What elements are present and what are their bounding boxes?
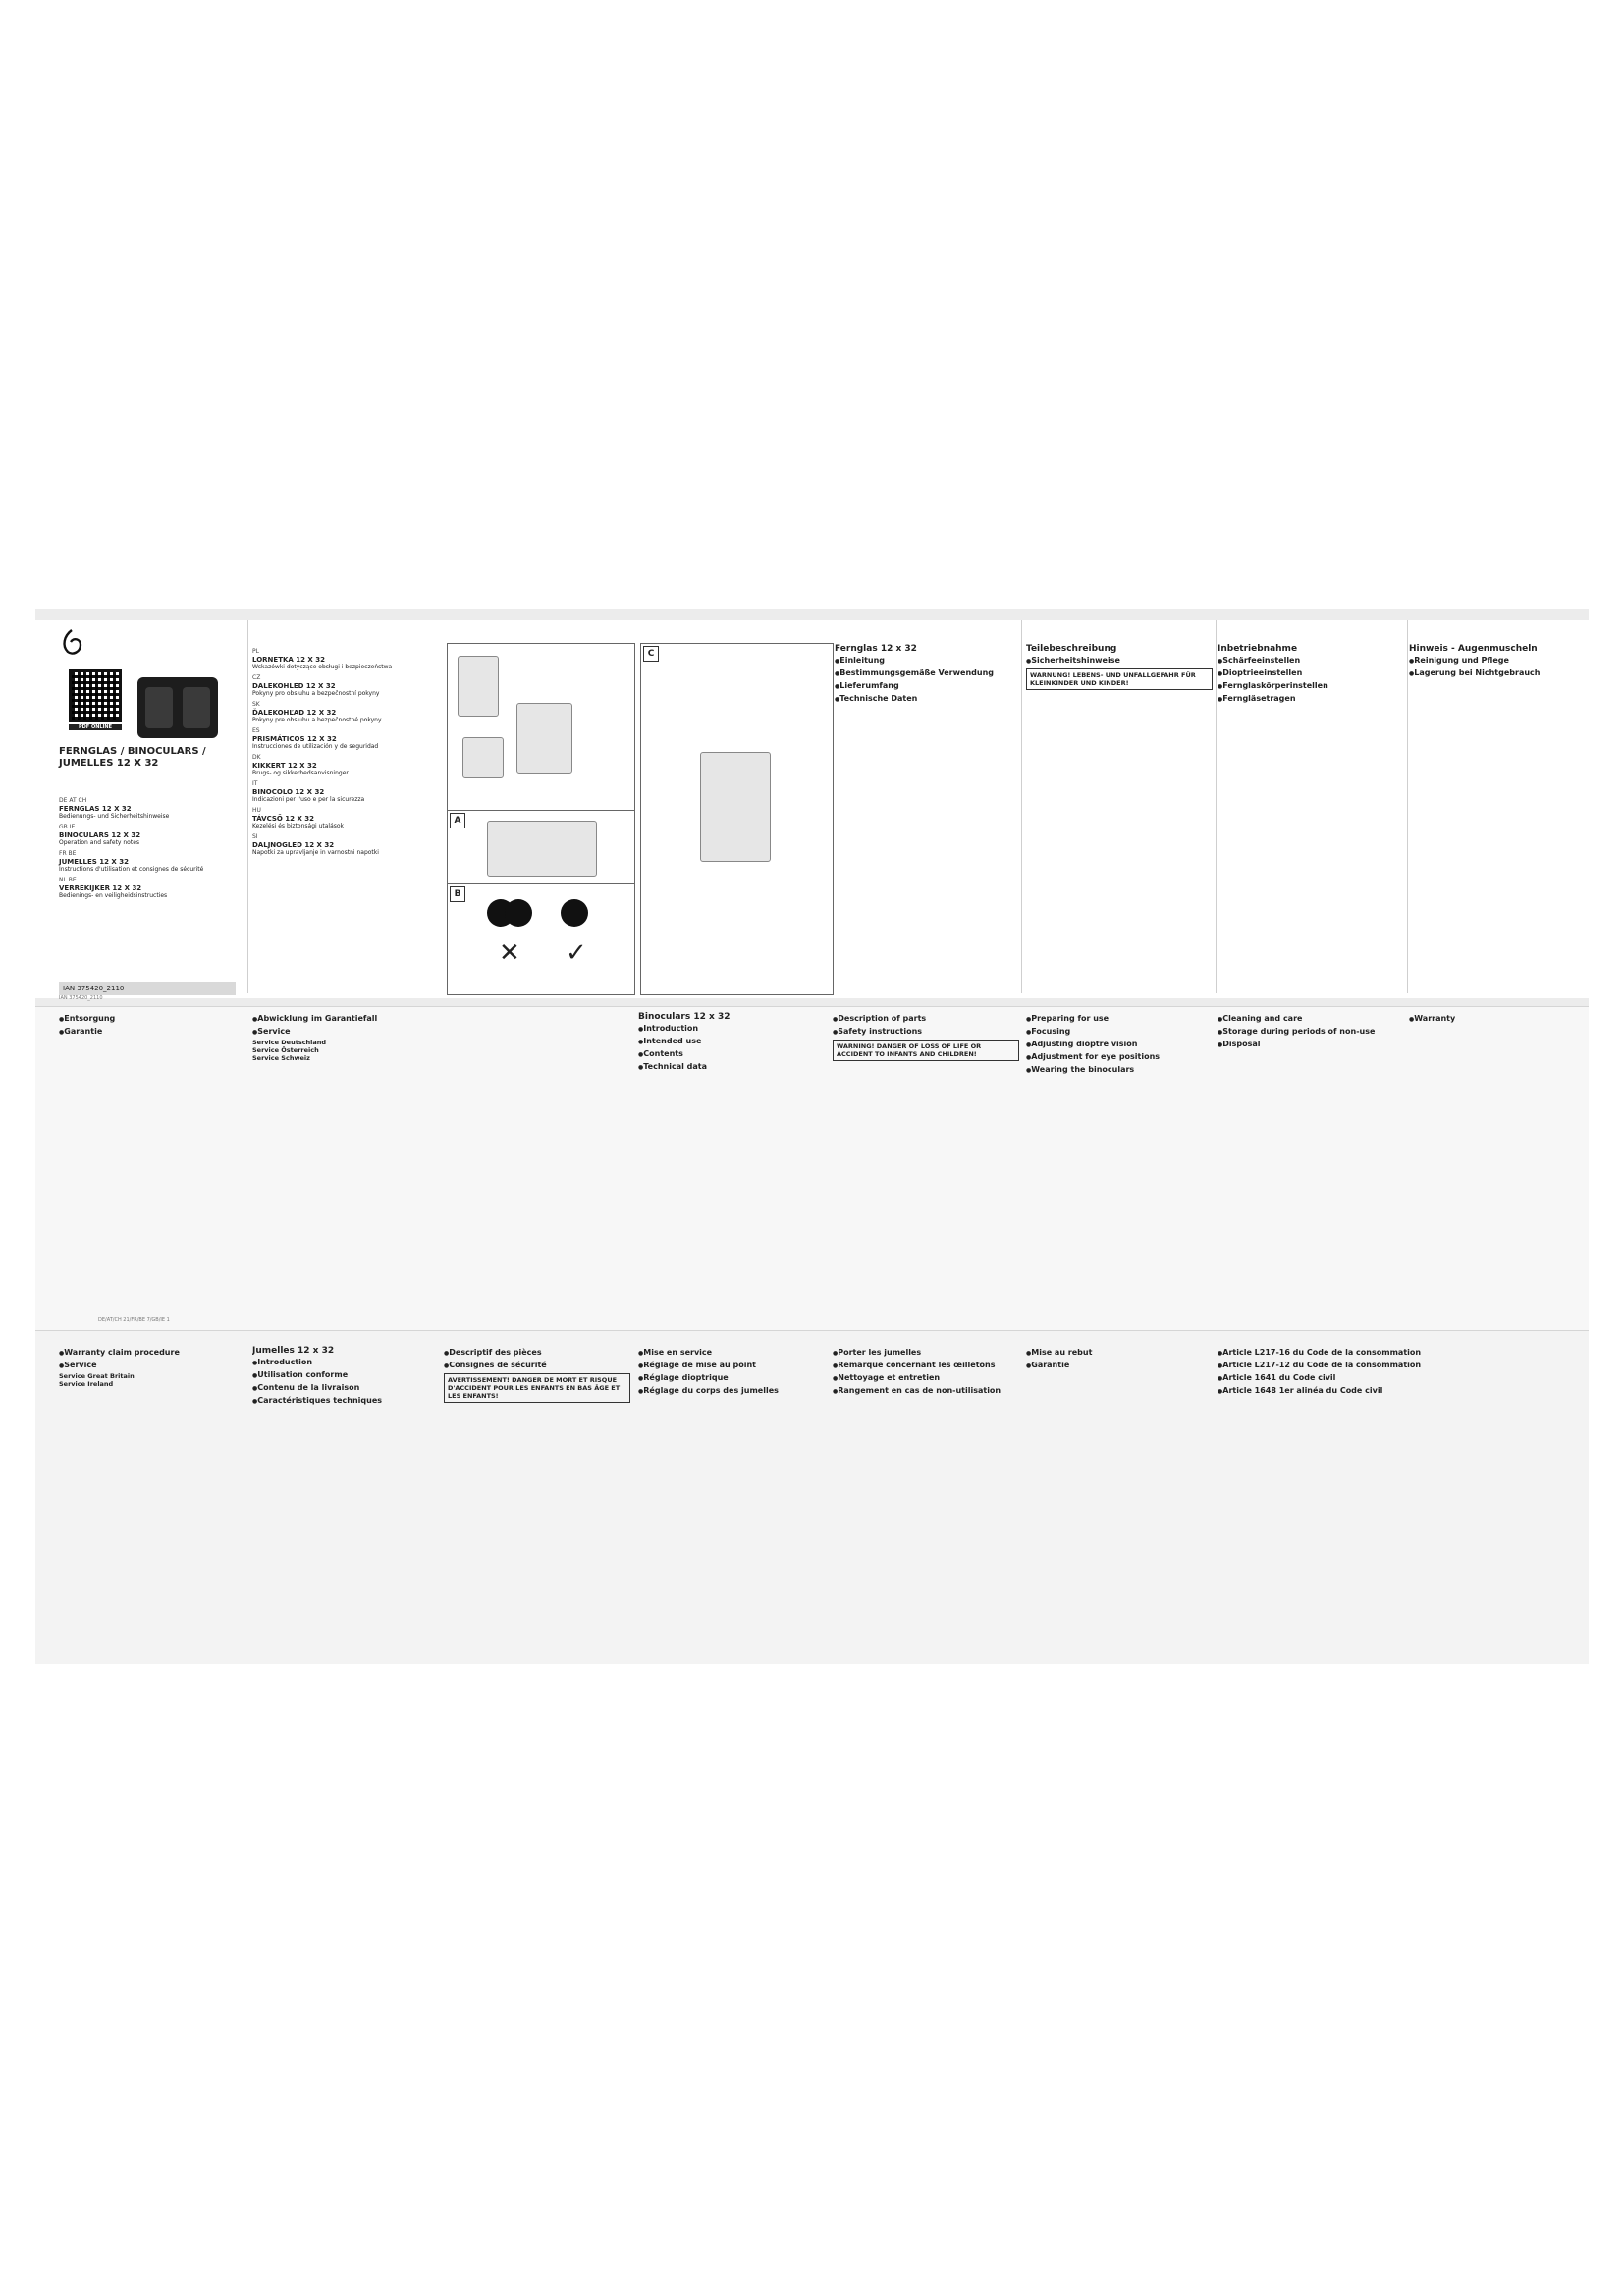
column-divider [247,620,248,993]
section-heading: ● Introduction [252,1359,439,1367]
section-heading: ● Focusing [1026,1028,1213,1037]
language-sub: Napotki za upravljanje in varnostni napotki [252,849,379,856]
bottom-panel-7 [1218,1345,1586,1639]
section-heading: ● Consignes de sécurité [444,1362,630,1370]
language-sub: Kezelési és biztonsági utalások [252,823,345,829]
section-heading: ● Réglage de mise au point [638,1362,825,1370]
bottom-panel-3 [444,1345,630,1639]
cover-language-list [59,797,236,903]
section-heading: ● Contenu de la livraison [252,1384,439,1393]
language-sub: Brugs- og sikkerhedsanvisninger [252,770,349,776]
section-heading: ● Sicherheitshinweise [1026,657,1213,666]
section-heading: ● Mise au rebut [1026,1349,1213,1358]
brand-swirl-logo-icon [59,628,84,656]
section-heading: ● Introduction [638,1025,825,1034]
section-heading: ● Descriptif des pièces [444,1349,630,1358]
language-code: NL BE [59,877,77,883]
language-code: FR BE [59,850,77,857]
language-name: FERNGLAS 12 X 32 [59,805,132,813]
language-entry [59,877,236,900]
section-heading: ● Reinigung und Pflege [1409,657,1586,666]
sheet-divider [35,1006,1589,1007]
service-name: Service Schweiz [252,1054,310,1062]
language-name: KIKKERT 12 X 32 [252,762,317,770]
binoculars-product-image [137,677,218,738]
section-heading: ● Adjusting dioptre vision [1026,1041,1213,1049]
bottom-panel-5 [833,1345,1019,1639]
section-heading: ● Mise en service [638,1349,825,1358]
section-heading: ● Preparing for use [1026,1015,1213,1024]
warning-box: WARNING! DANGER OF LOSS OF LIFE OR ACCIDENT TO INFANTS AND CHILDREN! [833,1040,1019,1061]
panel-title: Jumelles 12 x 32 [252,1346,335,1356]
language-entry [252,754,439,777]
section-heading: ● Réglage dioptrique [638,1374,825,1383]
section-heading: ● Utilisation conforme [252,1371,439,1380]
binoculars-illustration [516,703,572,774]
language-code: PL [252,648,259,655]
column-divider [1216,620,1217,993]
section-heading: ● Service [252,1028,439,1037]
top-panel-3 [1218,643,1404,987]
check-icon: ✓ [566,938,587,968]
section-heading: ● Article L217-12 du Code de la consommation [1218,1362,1586,1370]
section-heading: ● Garantie [59,1028,245,1037]
cleaning-cloth-illustration [462,737,504,778]
service-name: Service Ireland [59,1380,114,1388]
figure-c [640,643,834,995]
cross-icon: ✕ [499,938,520,968]
language-name: TÁVCSŐ 12 X 32 [252,815,315,823]
language-name: BINOCOLO 12 X 32 [252,788,325,796]
section-heading: ● Disposal [1218,1041,1404,1049]
service-name: Service Österreich [252,1046,319,1054]
section-heading: ● Bestimmungsgemäße Verwendung [835,669,1021,678]
sheet-divider [35,1330,1589,1331]
section-heading: ● Storage during periods of non-use [1218,1028,1404,1037]
figure-label: C [643,646,659,662]
language-code: SI [252,833,258,840]
language-sub: Operation and safety notes [59,839,140,846]
wrong-view-circle [505,899,532,927]
cover-title: FERNGLAS / BINOCULARS / JUMELLES 12 X 32 [59,746,206,769]
language-entry [252,780,439,804]
language-entry [59,850,236,874]
section-heading: ● Garantie [1026,1362,1213,1370]
panel-title: Binoculars 12 x 32 [638,1012,731,1022]
section-heading: ● Entsorgung [59,1015,245,1024]
language-code: ES [252,727,260,734]
middle-panel-1 [59,1011,245,1306]
language-sub: Instructions d'utilisation et consignes de sécurité [59,866,204,873]
language-code: DE AT CH [59,797,87,804]
figure-label: B [450,886,465,902]
section-heading: ● Article 1641 du Code civil [1218,1374,1586,1383]
language-entry [252,807,439,830]
language-name: DALJNOGLED 12 X 32 [252,841,335,849]
middle-panel-7 [1409,1011,1586,1306]
language-code: CZ [252,674,261,681]
section-heading: ● Wearing the binoculars [1026,1066,1213,1075]
middle-panel-3 [638,1011,825,1306]
middle-panel-5 [1026,1011,1213,1306]
column-divider [1407,620,1408,993]
service-name: Service Deutschland [252,1039,327,1046]
panel-title: Teilebeschreibung [1026,644,1117,654]
language-sub: Instrucciones de utilización y de seguridad [252,743,379,750]
section-heading: ● Lieferumfang [835,682,1021,691]
language-name: LORNETKA 12 X 32 [252,656,325,664]
ian-bar: IAN 375420_2110 [59,982,236,995]
section-heading: ● Warranty claim procedure [59,1349,245,1358]
language-code: SK [252,701,260,708]
language-entry [59,824,236,847]
language-entry [252,648,439,671]
language-code: IT [252,780,258,787]
language-entry [59,797,236,821]
section-heading: ● Fernglaskörperinstellen [1218,682,1404,691]
top-panel-2 [1026,643,1213,987]
section-heading: ● Article 1648 1er alinéa du Code civil [1218,1387,1586,1396]
language-entry [252,701,439,724]
middle-panel-2 [252,1011,439,1306]
qr-label: PDF ONLINE [69,724,122,730]
top-panel-1 [835,643,1021,987]
language-entry [252,833,439,857]
section-heading: ● Schärfeeinstellen [1218,657,1404,666]
language-sub: Bedienings- en veiligheidsinstructies [59,892,168,899]
section-heading: ● Einleitung [835,657,1021,666]
bottom-panel-1 [59,1345,245,1639]
language-code: HU [252,807,261,814]
column-divider [1021,620,1022,993]
section-heading: ● Lagerung bei Nichtgebrauch [1409,669,1586,678]
language-name: JUMELLES 12 X 32 [59,858,129,866]
section-heading: ● Porter les jumelles [833,1349,1019,1358]
language-name: VERREKIJKER 12 X 32 [59,884,142,892]
binoculars-illustration [700,752,771,862]
section-heading: ● Ferngläsetragen [1218,695,1404,704]
language-name: PRISMÁTICOS 12 X 32 [252,735,337,743]
section-heading: ● Technische Daten [835,695,1021,704]
service-name: Service Great Britain [59,1372,135,1380]
hands-adjusting-illustration [487,821,597,877]
qr-code-icon[interactable] [69,669,122,722]
footer-codes: DE/AT/CH 21/FR/BE 7/GB/IE 1 [98,1317,170,1323]
middle-panel-4 [833,1011,1019,1306]
correct-view-circle [561,899,588,927]
section-heading: ● Service [59,1362,245,1370]
panel-title: Hinweis - Augenmuscheln [1409,644,1538,654]
language-entry [252,674,439,698]
panel-title: Inbetriebnahme [1218,644,1298,654]
figure-a [447,810,635,885]
footer-ian: IAN 375420_2110 [59,995,103,1001]
language-code: DK [252,754,261,761]
section-heading: ● Nettoyage et entretien [833,1374,1019,1383]
section-heading: ● Remarque concernant les œilletons [833,1362,1019,1370]
section-heading: ● Caractéristiques techniques [252,1397,439,1406]
language-sub: Pokyny pre obsluhu a bezpečnostné pokyny [252,717,382,723]
section-heading: ● Réglage du corps des jumelles [638,1387,825,1396]
bottom-panel-6 [1026,1345,1213,1639]
warning-box: WARNUNG! LEBENS- UND UNFALLGEFAHR FÜR KLEINKINDER UND KINDER! [1026,668,1213,690]
language-name: ĎALEKOHĽAD 12 X 32 [252,709,337,717]
language-sub: Wskazówki dotyczące obsługi i bezpieczeństwa [252,664,393,670]
section-heading: ● Intended use [638,1038,825,1046]
section-heading: ● Article L217-16 du Code de la consommation [1218,1349,1586,1358]
language-sub: Bedienungs- und Sicherheitshinweise [59,813,170,820]
middle-panel-6 [1218,1011,1404,1306]
figure-package-contents [447,643,635,812]
figure-b [447,883,635,995]
language-sub: Indicazioni per l'uso e per la sicurezza [252,796,365,803]
section-heading: ● Dioptrieeinstellen [1218,669,1404,678]
section-heading: ● Safety instructions [833,1028,1019,1037]
panel-title: Fernglas 12 x 32 [835,644,917,654]
language-name: BINOCULARS 12 X 32 [59,831,141,839]
section-heading: ● Abwicklung im Garantiefall [252,1015,439,1024]
section-heading: ● Description of parts [833,1015,1019,1024]
language-sub: Pokyny pro obsluhu a bezpečnostní pokyny [252,690,380,697]
top-panel-4 [1409,643,1586,987]
warning-box: AVERTISSEMENT! DANGER DE MORT ET RISQUE D'ACCIDENT POUR LES ENFANTS EN BAS ÂGE ET LES ENFANTS! [444,1373,630,1403]
section-heading: ● Rangement en cas de non-utilisation [833,1387,1019,1396]
language-code: GB IE [59,824,76,830]
figure-label: A [450,813,465,828]
bottom-panel-4 [638,1345,825,1639]
binoculars-pouch-illustration [458,656,499,717]
section-heading: ● Cleaning and care [1218,1015,1404,1024]
section-heading: ● Warranty [1409,1015,1586,1024]
language-entry [252,727,439,751]
bottom-panel-2 [252,1345,439,1639]
section-heading: ● Adjustment for eye positions [1026,1053,1213,1062]
language-name: DALEKOHLED 12 X 32 [252,682,336,690]
language-panel [252,648,439,860]
section-heading: ● Contents [638,1050,825,1059]
section-heading: ● Technical data [638,1063,825,1072]
